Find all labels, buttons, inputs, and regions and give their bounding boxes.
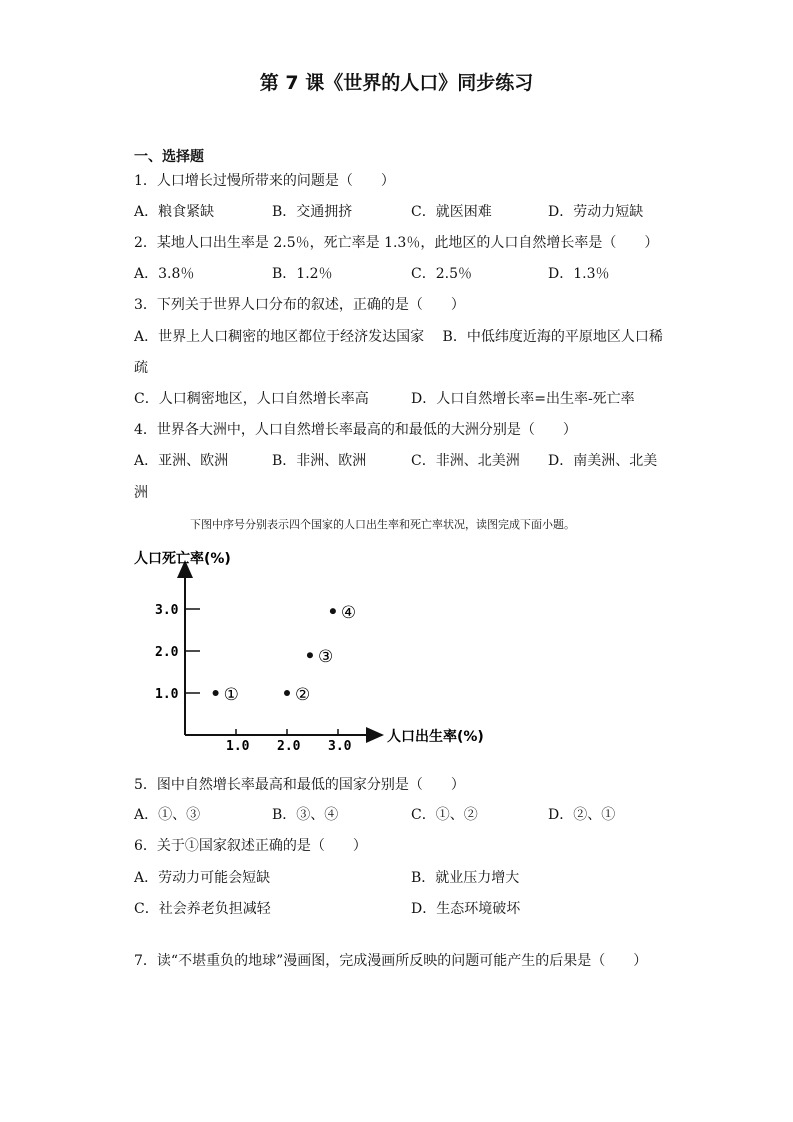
question-1-option-d: D．劳动力短缺	[548, 204, 644, 220]
question-3-stem: 3．下列关于世界人口分布的叙述，正确的是（ ）	[134, 297, 465, 313]
question-1-option-b: B．交通拥挤	[272, 204, 353, 220]
x-axis-label: 人口出生率(%)	[387, 729, 484, 745]
question-5-option-b: B．③、④	[272, 807, 339, 823]
data-point-label: ③	[317, 647, 334, 668]
y-tick-label: 1.0	[155, 687, 179, 702]
data-point	[330, 608, 336, 614]
question-2-option-c: C．2.5％	[411, 266, 472, 282]
data-point	[307, 652, 313, 658]
question-1-option-a: A．粮食紧缺	[134, 204, 215, 220]
page-title: 第 7 课《世界的人口》同步练习	[259, 72, 534, 94]
question-4-option-a: A．亚洲、欧洲	[134, 453, 229, 469]
question-2-option-a: A．3.8％	[134, 266, 195, 282]
question-4-option-d: D．南美洲、北美	[548, 453, 658, 469]
question-5-option-a: A．①、③	[134, 807, 201, 823]
question-3-option-d: D．人口自然增长率=出生率-死亡率	[411, 391, 635, 407]
question-3-option-c: C．人口稠密地区，人口自然增长率高	[134, 391, 369, 407]
data-point-label: ②	[295, 685, 311, 705]
question-5-option-c: C．①、②	[411, 807, 478, 823]
y-tick-label: 3.0	[155, 603, 179, 618]
birth-death-rate-chart	[120, 540, 520, 760]
question-6-option-c: C．社会养老负担减轻	[134, 901, 271, 917]
x-tick-label: 1.0	[226, 739, 250, 754]
question-4-option-c: C．非洲、北美洲	[411, 453, 520, 469]
question-2-stem: 2．某地人口出生率是 2.5％，死亡率是 1.3％，此地区的人口自然增长率是（ ）	[134, 235, 659, 251]
question-3-options-ab-wrap: 疏	[134, 360, 148, 376]
data-point-label: ①	[223, 685, 239, 705]
question-1-option-c: C．就医困难	[411, 204, 492, 220]
question-2-option-b: B．1.2％	[272, 266, 333, 282]
question-4-stem: 4．世界各大洲中，人口自然增长率最高的和最低的大洲分别是（ ）	[134, 422, 577, 438]
data-point	[213, 690, 219, 696]
question-6-option-a: A．劳动力可能会短缺	[134, 870, 271, 886]
y-tick-label: 2.0	[155, 645, 179, 660]
y-axis-label: 人口死亡率(%)	[134, 551, 231, 567]
question-1-stem: 1．人口增长过慢所带来的问题是（ ）	[134, 173, 395, 189]
question-4-option-d-wrap: 洲	[134, 485, 148, 501]
question-5-stem: 5．图中自然增长率最高和最低的国家分别是（ ）	[134, 777, 465, 793]
question-2-option-d: D．1.3％	[548, 266, 610, 282]
question-7-stem: 7．读“不堪重负的地球”漫画图，完成漫画所反映的问题可能产生的后果是（ ）	[134, 953, 648, 969]
question-3-options-ab: A．世界上人口稠密的地区都位于经济发达国家 B．中低纬度近海的平原地区人口稀	[134, 329, 663, 345]
data-point	[284, 690, 290, 696]
question-6-stem: 6．关于①国家叙述正确的是（ ）	[134, 838, 367, 854]
question-6-option-d: D．生态环境破坏	[411, 901, 521, 917]
section-heading: 一、选择题	[134, 149, 204, 165]
data-point-label: ④	[340, 603, 357, 624]
question-4-option-b: B．非洲、欧洲	[272, 453, 367, 469]
figure-intro: 下图中序号分别表示四个国家的人口出生率和死亡率状况，读图完成下面小题。	[190, 518, 575, 531]
question-5-option-d: D．②、①	[548, 807, 616, 823]
x-tick-label: 3.0	[328, 739, 352, 754]
question-6-option-b: B．就业压力增大	[411, 870, 520, 886]
x-tick-label: 2.0	[277, 739, 301, 754]
